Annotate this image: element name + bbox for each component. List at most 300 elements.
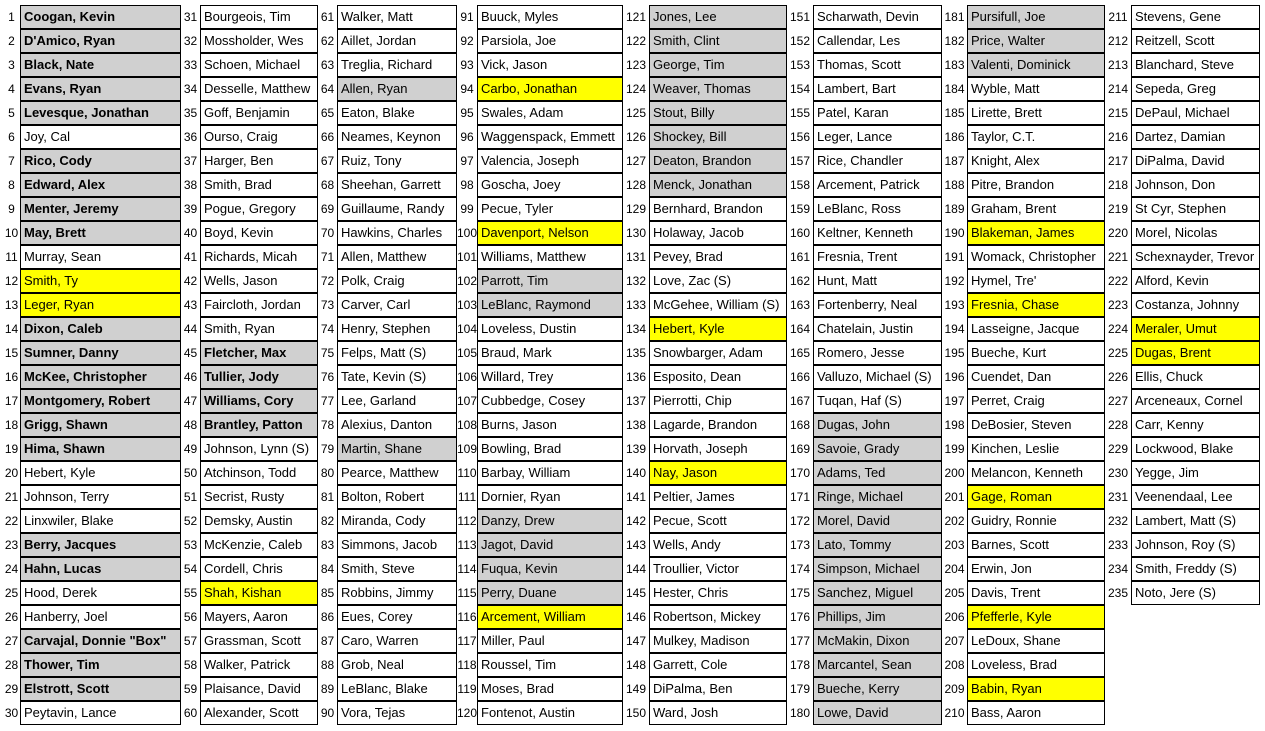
name-cell[interactable]: Robertson, Mickey [649, 605, 787, 629]
row-number: 235 [1107, 586, 1129, 600]
name-cell[interactable]: Parrott, Tim [477, 269, 623, 293]
name-cell[interactable]: Faircloth, Jordan [200, 293, 318, 317]
name-cell[interactable]: Valluzo, Michael (S) [813, 365, 942, 389]
name-cell[interactable]: Coogan, Kevin [20, 5, 181, 29]
name-cell[interactable]: Wells, Andy [649, 533, 787, 557]
row-number: 155 [789, 106, 811, 120]
row-number: 15 [4, 346, 19, 360]
name-cell[interactable]: LeBlanc, Ross [813, 197, 942, 221]
name-cell[interactable]: Noto, Jere (S) [1131, 581, 1260, 605]
name-cell[interactable]: Pitre, Brandon [967, 173, 1105, 197]
name-cell[interactable]: Carr, Kenny [1131, 413, 1260, 437]
name-cell[interactable]: Hood, Derek [20, 581, 181, 605]
name-cell[interactable]: Sumner, Danny [20, 341, 181, 365]
name-cell[interactable]: Lambert, Matt (S) [1131, 509, 1260, 533]
name-cell[interactable]: Nay, Jason [649, 461, 787, 485]
name-cell[interactable]: Kinchen, Leslie [967, 437, 1105, 461]
name-cell[interactable]: Morel, David [813, 509, 942, 533]
name-cell[interactable]: Mulkey, Madison [649, 629, 787, 653]
name-cell[interactable]: George, Tim [649, 53, 787, 77]
name-cell[interactable]: Caro, Warren [337, 629, 457, 653]
name-cell[interactable]: Lirette, Brett [967, 101, 1105, 125]
name-cell[interactable]: Menck, Jonathan [649, 173, 787, 197]
name-cell[interactable]: Fresnia, Chase [967, 293, 1105, 317]
name-cell[interactable]: Eaton, Blake [337, 101, 457, 125]
row-number: 33 [183, 58, 198, 72]
name-cell[interactable]: Adams, Ted [813, 461, 942, 485]
name-cell[interactable]: Thower, Tim [20, 653, 181, 677]
name-cell[interactable]: Goscha, Joey [477, 173, 623, 197]
name-cell[interactable]: Hebert, Kyle [649, 317, 787, 341]
name-cell[interactable]: Johnson, Don [1131, 173, 1260, 197]
name-cell[interactable]: Levesque, Jonathan [20, 101, 181, 125]
name-cell[interactable]: Taylor, C.T. [967, 125, 1105, 149]
name-cell[interactable]: Neames, Keynon [337, 125, 457, 149]
row-number: 132 [625, 274, 647, 288]
name-cell[interactable]: Walker, Patrick [200, 653, 318, 677]
name-cell[interactable]: Tullier, Jody [200, 365, 318, 389]
name-cell[interactable]: Pogue, Gregory [200, 197, 318, 221]
name-cell[interactable]: Thomas, Scott [813, 53, 942, 77]
name-cell[interactable]: Snowbarger, Adam [649, 341, 787, 365]
name-cell[interactable]: DeBosier, Steven [967, 413, 1105, 437]
row-number: 168 [789, 418, 811, 432]
name-cell[interactable]: Arcement, Patrick [813, 173, 942, 197]
name-cell[interactable]: Peytavin, Lance [20, 701, 181, 725]
name-cell[interactable]: Tate, Kevin (S) [337, 365, 457, 389]
name-cell[interactable]: Babin, Ryan [967, 677, 1105, 701]
row-number: 13 [4, 298, 19, 312]
name-cell[interactable]: Smith, Freddy (S) [1131, 557, 1260, 581]
name-cell[interactable]: McMakin, Dixon [813, 629, 942, 653]
name-cell[interactable]: Elstrott, Scott [20, 677, 181, 701]
name-cell[interactable]: Price, Walter [967, 29, 1105, 53]
row-number: 229 [1107, 442, 1129, 456]
row-number: 161 [789, 250, 811, 264]
name-cell[interactable]: Smith, Ty [20, 269, 181, 293]
name-cell[interactable]: Chatelain, Justin [813, 317, 942, 341]
name-cell[interactable]: Hebert, Kyle [20, 461, 181, 485]
name-cell[interactable]: Simpson, Michael [813, 557, 942, 581]
name-cell[interactable]: Loveless, Brad [967, 653, 1105, 677]
row-number: 14 [4, 322, 19, 336]
name-cell[interactable]: Knight, Alex [967, 149, 1105, 173]
name-cell[interactable]: Shockey, Bill [649, 125, 787, 149]
row-number: 20 [4, 466, 19, 480]
name-cell[interactable]: Johnson, Terry [20, 485, 181, 509]
name-cell[interactable]: Roussel, Tim [477, 653, 623, 677]
name-cell[interactable]: Hester, Chris [649, 581, 787, 605]
name-cell[interactable]: Pecue, Scott [649, 509, 787, 533]
name-cell[interactable]: Pearce, Matthew [337, 461, 457, 485]
name-cell[interactable]: Leger, Lance [813, 125, 942, 149]
name-cell[interactable]: D'Amico, Ryan [20, 29, 181, 53]
row-number: 47 [183, 394, 198, 408]
name-cell[interactable]: DiPalma, David [1131, 149, 1260, 173]
name-cell[interactable]: Weaver, Thomas [649, 77, 787, 101]
name-cell[interactable]: Loveless, Dustin [477, 317, 623, 341]
name-cell[interactable]: Aillet, Jordan [337, 29, 457, 53]
name-cell[interactable]: Peltier, James [649, 485, 787, 509]
name-cell[interactable]: Treglia, Richard [337, 53, 457, 77]
name-cell[interactable]: Schoen, Michael [200, 53, 318, 77]
name-cell[interactable]: Boyd, Kevin [200, 221, 318, 245]
name-cell[interactable]: Martin, Shane [337, 437, 457, 461]
row-number: 71 [320, 250, 335, 264]
name-cell[interactable]: Allen, Ryan [337, 77, 457, 101]
row-number: 42 [183, 274, 198, 288]
name-cell[interactable]: Wyble, Matt [967, 77, 1105, 101]
row-number: 218 [1107, 178, 1129, 192]
name-cell[interactable]: Wells, Jason [200, 269, 318, 293]
name-cell[interactable]: Henry, Stephen [337, 317, 457, 341]
row-number: 61 [320, 10, 335, 24]
name-cell[interactable]: Lambert, Bart [813, 77, 942, 101]
name-cell[interactable]: Stout, Billy [649, 101, 787, 125]
name-cell[interactable]: Hima, Shawn [20, 437, 181, 461]
name-cell[interactable]: Brantley, Patton [200, 413, 318, 437]
row-number: 184 [944, 82, 965, 96]
name-cell[interactable]: Womack, Christopher [967, 245, 1105, 269]
name-cell[interactable]: Moses, Brad [477, 677, 623, 701]
name-cell[interactable]: Ourso, Craig [200, 125, 318, 149]
name-cell[interactable]: Sanchez, Miguel [813, 581, 942, 605]
name-cell[interactable]: Bueche, Kerry [813, 677, 942, 701]
name-cell[interactable]: Bueche, Kurt [967, 341, 1105, 365]
row-number: 192 [944, 274, 965, 288]
name-cell[interactable]: Hawkins, Charles [337, 221, 457, 245]
name-cell[interactable]: Perry, Duane [477, 581, 623, 605]
name-cell[interactable]: Swales, Adam [477, 101, 623, 125]
name-cell[interactable]: Graham, Brent [967, 197, 1105, 221]
name-cell[interactable]: Evans, Ryan [20, 77, 181, 101]
row-number: 193 [944, 298, 965, 312]
name-cell[interactable]: Callendar, Les [813, 29, 942, 53]
name-cell[interactable]: Yegge, Jim [1131, 461, 1260, 485]
name-cell[interactable]: Smith, Brad [200, 173, 318, 197]
name-cell[interactable]: Felps, Matt (S) [337, 341, 457, 365]
name-cell[interactable]: Phillips, Jim [813, 605, 942, 629]
name-cell[interactable]: St Cyr, Stephen [1131, 197, 1260, 221]
name-cell[interactable]: LeDoux, Shane [967, 629, 1105, 653]
name-cell[interactable]: Stevens, Gene [1131, 5, 1260, 29]
name-cell[interactable]: Dugas, John [813, 413, 942, 437]
row-number: 151 [789, 10, 811, 24]
name-cell[interactable]: Grigg, Shawn [20, 413, 181, 437]
name-cell[interactable]: McGehee, William (S) [649, 293, 787, 317]
name-cell[interactable]: Smith, Ryan [200, 317, 318, 341]
name-cell[interactable]: Marcantel, Sean [813, 653, 942, 677]
name-cell[interactable]: Valenti, Dominick [967, 53, 1105, 77]
name-cell[interactable]: Willard, Trey [477, 365, 623, 389]
row-number: 87 [320, 634, 335, 648]
name-cell[interactable]: Vora, Tejas [337, 701, 457, 725]
name-cell[interactable]: Eues, Corey [337, 605, 457, 629]
name-cell[interactable]: Waggenspack, Emmett [477, 125, 623, 149]
name-cell[interactable]: Meraler, Umut [1131, 317, 1260, 341]
name-cell[interactable]: Pierrotti, Chip [649, 389, 787, 413]
name-cell[interactable]: Hahn, Lucas [20, 557, 181, 581]
name-cell[interactable]: Veenendaal, Lee [1131, 485, 1260, 509]
row-number: 64 [320, 82, 335, 96]
name-cell[interactable]: Esposito, Dean [649, 365, 787, 389]
name-cell[interactable]: Mossholder, Wes [200, 29, 318, 53]
name-cell[interactable]: Carbo, Jonathan [477, 77, 623, 101]
name-cell[interactable]: Demsky, Austin [200, 509, 318, 533]
name-cell[interactable]: Grassman, Scott [200, 629, 318, 653]
name-cell[interactable]: Bourgeois, Tim [200, 5, 318, 29]
name-cell[interactable]: Jagot, David [477, 533, 623, 557]
name-cell[interactable]: Simmons, Jacob [337, 533, 457, 557]
name-cell[interactable]: Plaisance, David [200, 677, 318, 701]
name-cell[interactable]: Jones, Lee [649, 5, 787, 29]
name-cell[interactable]: Ruiz, Tony [337, 149, 457, 173]
name-cell[interactable]: Edward, Alex [20, 173, 181, 197]
name-cell[interactable]: Black, Nate [20, 53, 181, 77]
row-number: 6 [8, 130, 15, 144]
row-number: 103 [457, 298, 478, 312]
name-cell[interactable]: Alexander, Scott [200, 701, 318, 725]
name-cell[interactable]: DePaul, Michael [1131, 101, 1260, 125]
row-number: 114 [457, 562, 477, 576]
name-cell[interactable]: Hymel, Tre' [967, 269, 1105, 293]
name-cell[interactable]: Hunt, Matt [813, 269, 942, 293]
row-number: 108 [457, 418, 478, 432]
name-cell[interactable]: Shah, Kishan [200, 581, 318, 605]
name-cell[interactable]: Alexius, Danton [337, 413, 457, 437]
name-cell[interactable]: Mayers, Aaron [200, 605, 318, 629]
name-cell[interactable]: Lockwood, Blake [1131, 437, 1260, 461]
name-cell[interactable]: Lowe, David [813, 701, 942, 725]
name-cell[interactable]: Menter, Jeremy [20, 197, 181, 221]
row-number: 23 [4, 538, 19, 552]
name-cell[interactable]: Burns, Jason [477, 413, 623, 437]
name-cell[interactable]: Buuck, Myles [477, 5, 623, 29]
row-number: 178 [789, 658, 811, 672]
name-cell[interactable]: Desselle, Matthew [200, 77, 318, 101]
name-cell[interactable]: Cuendet, Dan [967, 365, 1105, 389]
name-cell[interactable]: Rice, Chandler [813, 149, 942, 173]
name-cell[interactable]: Perret, Craig [967, 389, 1105, 413]
name-cell[interactable]: Berry, Jacques [20, 533, 181, 557]
row-number: 81 [320, 490, 335, 504]
name-cell[interactable]: Blanchard, Steve [1131, 53, 1260, 77]
name-cell[interactable]: Dartez, Damian [1131, 125, 1260, 149]
name-cell[interactable]: Williams, Matthew [477, 245, 623, 269]
row-number: 49 [183, 442, 198, 456]
name-cell[interactable]: Pfefferle, Kyle [967, 605, 1105, 629]
name-cell[interactable]: Sheehan, Garrett [337, 173, 457, 197]
name-cell[interactable]: Love, Zac (S) [649, 269, 787, 293]
name-cell[interactable]: Fontenot, Austin [477, 701, 623, 725]
name-cell[interactable]: Lagarde, Brandon [649, 413, 787, 437]
name-cell[interactable]: Guillaume, Randy [337, 197, 457, 221]
name-cell[interactable]: Dixon, Caleb [20, 317, 181, 341]
name-cell[interactable]: Bass, Aaron [967, 701, 1105, 725]
row-number: 118 [457, 658, 477, 672]
row-number: 127 [625, 154, 647, 168]
name-cell[interactable]: Dornier, Ryan [477, 485, 623, 509]
name-cell[interactable]: Alford, Kevin [1131, 269, 1260, 293]
row-number: 163 [789, 298, 811, 312]
name-cell[interactable]: Garrett, Cole [649, 653, 787, 677]
name-cell[interactable]: Fletcher, Max [200, 341, 318, 365]
name-cell[interactable]: Parsiola, Joe [477, 29, 623, 53]
name-cell[interactable]: Fortenberry, Neal [813, 293, 942, 317]
name-cell[interactable]: McKee, Christopher [20, 365, 181, 389]
name-cell[interactable]: Carvajal, Donnie "Box" [20, 629, 181, 653]
name-cell[interactable]: Secrist, Rusty [200, 485, 318, 509]
name-cell[interactable]: Troullier, Victor [649, 557, 787, 581]
name-cell[interactable]: Costanza, Johnny [1131, 293, 1260, 317]
name-cell[interactable]: Richards, Micah [200, 245, 318, 269]
name-cell[interactable]: Lee, Garland [337, 389, 457, 413]
name-cell[interactable]: Arceneaux, Cornel [1131, 389, 1260, 413]
row-number: 145 [625, 586, 647, 600]
name-cell[interactable]: McKenzie, Caleb [200, 533, 318, 557]
row-number: 130 [625, 226, 647, 240]
name-cell[interactable]: Reitzell, Scott [1131, 29, 1260, 53]
row-number: 79 [320, 442, 335, 456]
name-cell[interactable]: DiPalma, Ben [649, 677, 787, 701]
name-cell[interactable]: Leger, Ryan [20, 293, 181, 317]
name-cell[interactable]: Patel, Karan [813, 101, 942, 125]
row-number: 150 [625, 706, 647, 720]
name-cell[interactable]: Danzy, Drew [477, 509, 623, 533]
name-cell[interactable]: Linxwiler, Blake [20, 509, 181, 533]
row-number: 11 [5, 250, 18, 264]
name-cell[interactable]: Erwin, Jon [967, 557, 1105, 581]
name-cell[interactable]: Polk, Craig [337, 269, 457, 293]
name-cell[interactable]: Robbins, Jimmy [337, 581, 457, 605]
name-cell[interactable]: Schexnayder, Trevor [1131, 245, 1260, 269]
name-cell[interactable]: Smith, Clint [649, 29, 787, 53]
name-cell[interactable]: Ward, Josh [649, 701, 787, 725]
name-cell[interactable]: Grob, Neal [337, 653, 457, 677]
name-cell[interactable]: Williams, Cory [200, 389, 318, 413]
name-cell[interactable]: Melancon, Kenneth [967, 461, 1105, 485]
name-cell[interactable]: Davis, Trent [967, 581, 1105, 605]
row-number: 146 [625, 610, 647, 624]
name-cell[interactable]: Murray, Sean [20, 245, 181, 269]
name-cell[interactable]: May, Brett [20, 221, 181, 245]
name-cell[interactable]: Ellis, Chuck [1131, 365, 1260, 389]
name-cell[interactable]: LeBlanc, Raymond [477, 293, 623, 317]
name-cell[interactable]: Scharwath, Devin [813, 5, 942, 29]
name-cell[interactable]: Lato, Tommy [813, 533, 942, 557]
name-cell[interactable]: Atchinson, Todd [200, 461, 318, 485]
name-cell[interactable]: Johnson, Lynn (S) [200, 437, 318, 461]
row-number: 54 [183, 562, 198, 576]
row-number: 60 [183, 706, 198, 720]
row-number: 113 [457, 538, 477, 552]
name-cell[interactable]: Carver, Carl [337, 293, 457, 317]
row-number: 139 [625, 442, 647, 456]
name-cell[interactable]: Ringe, Michael [813, 485, 942, 509]
name-cell[interactable]: Davenport, Nelson [477, 221, 623, 245]
name-cell[interactable]: Barbay, William [477, 461, 623, 485]
name-cell[interactable]: Braud, Mark [477, 341, 623, 365]
row-number: 48 [183, 418, 198, 432]
name-cell[interactable]: Pevey, Brad [649, 245, 787, 269]
row-number: 109 [457, 442, 478, 456]
row-number: 107 [457, 394, 478, 408]
row-number: 197 [944, 394, 965, 408]
name-cell[interactable]: Pursifull, Joe [967, 5, 1105, 29]
name-cell[interactable]: Rico, Cody [20, 149, 181, 173]
row-number: 39 [183, 202, 198, 216]
name-cell[interactable]: Allen, Matthew [337, 245, 457, 269]
name-cell[interactable]: Morel, Nicolas [1131, 221, 1260, 245]
name-cell[interactable]: Pecue, Tyler [477, 197, 623, 221]
name-cell[interactable]: Guidry, Ronnie [967, 509, 1105, 533]
name-cell[interactable]: Bowling, Brad [477, 437, 623, 461]
name-cell[interactable]: Miller, Paul [477, 629, 623, 653]
name-cell[interactable]: Walker, Matt [337, 5, 457, 29]
name-cell[interactable]: Vick, Jason [477, 53, 623, 77]
name-cell[interactable]: Romero, Jesse [813, 341, 942, 365]
name-cell[interactable]: Fresnia, Trent [813, 245, 942, 269]
row-number: 122 [625, 34, 647, 48]
row-number: 2 [8, 34, 15, 48]
name-cell[interactable]: Gage, Roman [967, 485, 1105, 509]
row-number: 10 [4, 226, 19, 240]
name-cell[interactable]: Hanberry, Joel [20, 605, 181, 629]
row-number: 187 [944, 154, 965, 168]
row-number: 126 [625, 130, 647, 144]
name-cell[interactable]: Lasseigne, Jacque [967, 317, 1105, 341]
name-cell[interactable]: Deaton, Brandon [649, 149, 787, 173]
row-number: 90 [320, 706, 335, 720]
name-cell[interactable]: LeBlanc, Blake [337, 677, 457, 701]
row-number: 44 [183, 322, 198, 336]
row-number: 136 [625, 370, 647, 384]
name-cell[interactable]: Cubbedge, Cosey [477, 389, 623, 413]
name-cell[interactable]: Bernhard, Brandon [649, 197, 787, 221]
row-number: 104 [457, 322, 478, 336]
name-cell[interactable]: Tuqan, Haf (S) [813, 389, 942, 413]
name-cell[interactable]: Barnes, Scott [967, 533, 1105, 557]
name-cell[interactable]: Dugas, Brent [1131, 341, 1260, 365]
name-cell[interactable]: Goff, Benjamin [200, 101, 318, 125]
row-number: 123 [625, 58, 647, 72]
name-cell[interactable]: Savoie, Grady [813, 437, 942, 461]
row-number: 100 [457, 226, 478, 240]
name-cell[interactable]: Arcement, William [477, 605, 623, 629]
name-cell[interactable]: Fuqua, Kevin [477, 557, 623, 581]
name-cell[interactable]: Holaway, Jacob [649, 221, 787, 245]
name-cell[interactable]: Bolton, Robert [337, 485, 457, 509]
row-number: 21 [4, 490, 19, 504]
name-cell[interactable]: Horvath, Joseph [649, 437, 787, 461]
name-cell[interactable]: Valencia, Joseph [477, 149, 623, 173]
name-cell[interactable]: Sepeda, Greg [1131, 77, 1260, 101]
name-cell[interactable]: Harger, Ben [200, 149, 318, 173]
name-cell[interactable]: Joy, Cal [20, 125, 181, 149]
name-cell[interactable]: Montgomery, Robert [20, 389, 181, 413]
name-cell[interactable]: Blakeman, James [967, 221, 1105, 245]
row-number: 110 [457, 466, 477, 480]
name-cell[interactable]: Keltner, Kenneth [813, 221, 942, 245]
name-cell[interactable]: Miranda, Cody [337, 509, 457, 533]
name-cell[interactable]: Smith, Steve [337, 557, 457, 581]
row-number: 72 [320, 274, 335, 288]
name-cell[interactable]: Johnson, Roy (S) [1131, 533, 1260, 557]
row-number: 134 [625, 322, 647, 336]
row-number: 137 [625, 394, 647, 408]
name-cell[interactable]: Cordell, Chris [200, 557, 318, 581]
row-number: 220 [1107, 226, 1129, 240]
